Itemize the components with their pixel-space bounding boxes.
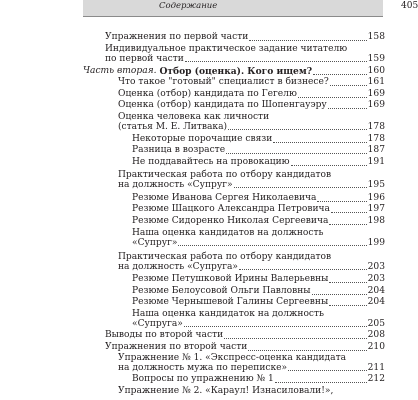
dot-leader xyxy=(313,73,367,75)
toc-entry[interactable] xyxy=(105,343,385,353)
dot-leader xyxy=(228,128,367,130)
header-page-number: 405 xyxy=(401,1,418,11)
entry-title: Оценка (отбор) кандидата по Шопенгауэру xyxy=(118,100,327,110)
entry-page: 195 xyxy=(367,179,385,190)
header-title: Содержание xyxy=(159,1,218,11)
toc-entry[interactable] xyxy=(118,90,385,100)
entry-title-line2: на должность «Супруг» xyxy=(118,179,233,190)
entry-title-line1: Практическая работа по отбору кандидатов xyxy=(118,170,332,180)
dot-leader xyxy=(185,60,367,62)
entry-page: 159 xyxy=(367,53,385,64)
toc-entry[interactable] xyxy=(132,310,385,329)
dot-leader xyxy=(239,268,367,270)
dot-leader xyxy=(329,223,366,225)
entry-page: 203 xyxy=(367,274,385,284)
entry-title: Некоторые порочащие связи xyxy=(132,134,273,144)
dot-leader xyxy=(331,211,367,213)
entry-page: 208 xyxy=(367,330,385,340)
entry-title: Резюме Иванова Сергея Николаевича xyxy=(132,193,317,203)
entry-page: 204 xyxy=(367,286,385,296)
toc-entry[interactable] xyxy=(132,287,385,297)
entry-page: 158 xyxy=(367,32,385,42)
dot-leader xyxy=(312,293,367,295)
entry-title-line2: (статья М. Е. Литвака) xyxy=(118,121,228,132)
dot-leader xyxy=(329,304,366,306)
entry-title: Разница в возрасте xyxy=(132,145,226,155)
toc-entry[interactable] xyxy=(132,135,385,145)
entry-title-line1: Упражнение № 2. «Караул! Изнасиловали!», xyxy=(118,386,334,396)
entry-title: Что такое "готовый" специалист в бизнесе? xyxy=(118,77,329,87)
entry-page: 198 xyxy=(367,216,385,226)
entry-page: 178 xyxy=(367,121,385,132)
entry-page: 211 xyxy=(367,362,385,373)
dot-leader xyxy=(298,96,367,98)
toc-entry[interactable] xyxy=(132,194,385,204)
dot-leader xyxy=(234,186,367,188)
dot-leader xyxy=(249,39,366,41)
toc-entry[interactable] xyxy=(118,113,385,132)
toc-entry[interactable] xyxy=(105,45,385,64)
toc-entry[interactable] xyxy=(132,375,385,385)
dot-leader xyxy=(328,107,367,109)
toc-entry[interactable] xyxy=(132,275,385,285)
entry-title-line2: «Супруг» xyxy=(132,237,178,248)
entry-page: 196 xyxy=(367,193,385,203)
toc-entry[interactable] xyxy=(118,101,385,111)
dot-leader xyxy=(288,369,367,371)
entry-page: 204 xyxy=(367,297,385,307)
dot-leader xyxy=(226,152,367,154)
entry-page: 212 xyxy=(367,374,385,384)
dot-leader xyxy=(329,281,366,283)
dot-leader xyxy=(330,84,367,86)
entry-page: 161 xyxy=(367,77,385,87)
entry-page: 203 xyxy=(367,261,385,272)
entry-title: Вопросы по упражнению № 1 xyxy=(132,374,274,384)
entry-title: Резюме Чернышевой Галины Сергеевны xyxy=(132,297,329,307)
entry-title: Оценка (отбор) кандидата по Гегелю xyxy=(118,89,297,99)
running-header xyxy=(83,0,418,17)
entry-title-line1: Практическая работа по отбору кандидатов xyxy=(118,252,332,262)
entry-page: 205 xyxy=(367,318,385,329)
dot-leader xyxy=(248,349,366,351)
entry-title: Выводы по второй части xyxy=(105,330,224,340)
toc-entry[interactable] xyxy=(105,331,385,341)
toc-entry[interactable] xyxy=(105,33,385,43)
entry-page: 199 xyxy=(367,237,385,248)
toc-entry[interactable] xyxy=(132,217,385,227)
toc-entry[interactable] xyxy=(118,387,385,397)
dot-leader xyxy=(317,200,366,202)
entry-title-line2: по первой части xyxy=(105,53,184,64)
entry-title-line1: Оценка человека как личности xyxy=(118,112,270,122)
toc-entry[interactable] xyxy=(132,205,385,215)
dot-leader xyxy=(275,381,367,383)
entry-title-line1: Упражнение № 1. «Экспресс-оценка кандидата xyxy=(118,353,347,363)
part-label: Часть вторая. xyxy=(83,66,157,76)
dot-leader xyxy=(291,164,367,166)
entry-title-line2: на должность мужа по переписке» xyxy=(118,362,288,373)
entry-page: 169 xyxy=(367,89,385,99)
toc-part-heading[interactable] xyxy=(83,67,385,77)
toc-entry[interactable] xyxy=(118,171,385,190)
entry-title: Резюме Сидоренко Николая Сергеевича xyxy=(132,216,329,226)
entry-title: Упражнения по второй части xyxy=(105,342,248,352)
entry-page: 169 xyxy=(367,100,385,110)
dot-leader xyxy=(184,325,367,327)
toc-entry[interactable] xyxy=(132,298,385,308)
entry-page: 160 xyxy=(367,66,385,76)
toc-entry[interactable] xyxy=(118,354,385,373)
entry-title-line2: на должность «Супруга» xyxy=(118,261,238,272)
entry-title-line2: «Супруга» xyxy=(132,318,183,329)
toc-entry[interactable] xyxy=(118,78,385,88)
toc-entry[interactable] xyxy=(118,253,385,272)
entry-page: 191 xyxy=(367,157,385,167)
entry-title-line1: Индивидуальное практическое задание читателю xyxy=(105,44,348,54)
entry-page: 197 xyxy=(367,204,385,214)
entry-title: Упражнения по первой части xyxy=(105,32,249,42)
entry-page: 178 xyxy=(367,134,385,144)
toc-entry[interactable] xyxy=(132,229,385,248)
toc-entry[interactable] xyxy=(132,146,385,156)
entry-page: 210 xyxy=(367,342,385,352)
dot-leader xyxy=(178,244,366,246)
dot-leader xyxy=(224,337,366,339)
part-title: Отбор (оценка). Кого ищем? xyxy=(159,66,313,77)
dot-leader xyxy=(273,141,366,143)
entry-title-line1: Наша оценка кандидаток на должность xyxy=(132,309,325,319)
entry-page: 187 xyxy=(367,145,385,155)
entry-title-line1: Наша оценка кандидатов на должность xyxy=(132,228,324,238)
toc-entry[interactable] xyxy=(132,158,385,168)
entry-title: Резюме Белоусовой Ольги Павловны xyxy=(132,286,311,296)
entry-title: Резюме Петушковой Ирины Валерьевны xyxy=(132,274,329,284)
entry-title: Резюме Шацкого Александра Петровича xyxy=(132,204,330,214)
entry-title: Не поддавайтесь на провокацию xyxy=(132,157,290,167)
